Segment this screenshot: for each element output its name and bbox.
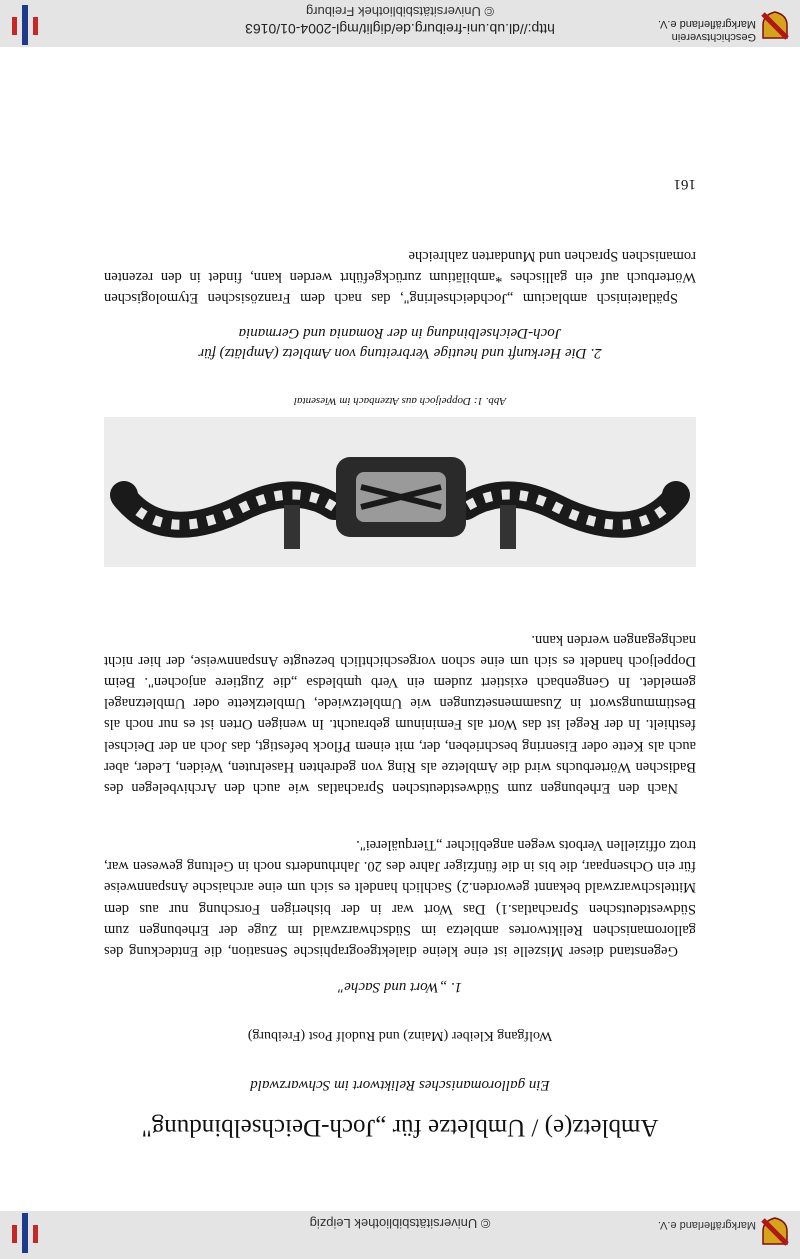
figure-doppeljoch (104, 417, 696, 567)
paragraph-3: Spätlateinisch amblacium „Jochdeichselring", das nach dem Französischen Etymologischen Wörterbuch auf ein gallisches *ambilātium zurückgeführt werden kann, findet in den rezenten romanischen Sprachen und Mundarten zahlreiche (104, 247, 696, 306)
viewer-header-band (0, 1211, 800, 1259)
doppeljoch-illustration (104, 417, 696, 567)
paragraph-2: Nach den Erhebungen zum Südwestdeutschen Sprachatlas wie auch den Archivbelegen des Badischen Wörterbuchs wird die Ambletze als Ring von gedrehten Haselruten, Weiden, Leder, aber auch als Kette oder Eisenring beschrieben, der, mit einem Pflock befestigt, das Joch an der Deichsel festhielt. In der Regel ist das Wort als Femininum gebraucht. In wenigen Orten ist es nur noch als Bestimmungswort in Zusammensetzungen wie Umbletzwiede, Umbletzkette oder Umbletznagel gemeldet. In Gengenbach existiert zudem ein Verb ųmbledsə „die Zugtiere anjochen". Beim Doppeljoch handelt es sich um eine schon vorgeschichtlich bezeugte Anspannweise, der hier nicht nachgegangen werden kann. (104, 631, 696, 796)
section-2-heading-line-2: Joch-Deichselbindung in der Romania und Germania (238, 325, 562, 341)
article-subtitle: Ein galloromanisches Reliktwort im Schwarzwald (250, 1077, 550, 1093)
figure-caption: Abb. 1: Doppeljoch aus Atzenbach im Wiesental (293, 395, 507, 407)
page-number: 161 (673, 176, 696, 192)
library-copyright: © Universitätsbibliothek Leipzig (309, 1216, 491, 1231)
paragraph-1: Gegenstand dieser Miszelle ist eine kleine dialektgeographische Sensation, die Entdeckung des galloromanischen Reliktwortes ambletzə im Südschwarzwald im Zuge der Erhebungen zum Südwestdeutschen Sprachatlas.1) Das Wort war in der bisherigen Forschung nur aus dem Mittelschwarzwald bekannt geworden.2) Sachlich handelt es sich um eine archaische Anspannweise für ein Ochsenpaar, die bis in die fünfziger Jahre des 20. Jahrhunderts noch in Geltung gewesen war, trotz offiziellen Verbots wegen angeblicher „Tierquälerei". (104, 836, 696, 959)
society-name: Markgräflerland e.V. (657, 1219, 756, 1231)
library-logo-icon (10, 1213, 40, 1253)
permalink-url[interactable]: http://dl.ub.uni-freiburg.de/diglit/mgl-2004-01/0163 (245, 21, 555, 37)
viewer-footer-band (0, 0, 800, 47)
society-line-1: Geschichtsverein (671, 31, 756, 43)
section-2-heading (60, 323, 740, 363)
society-line-2: Markgräflerland e.V. (657, 18, 756, 30)
article-title: Ambletz(e) / Umbletze für „Joch-Deichselbindung" (141, 1114, 659, 1141)
library-logo-icon (10, 5, 40, 45)
library-copyright: © Universitätsbibliothek Freiburg (305, 4, 495, 19)
section-1-heading: 1. „Wort und Sache" (337, 979, 463, 995)
section-2-heading-line-1: 2. Die Herkunft und heutige Verbreitung von Ambletz (Amplätz) für (198, 345, 602, 361)
article-authors: Wolfgang Kleiber (Mainz) und Rudolf Post (Freiburg) (247, 1028, 553, 1043)
